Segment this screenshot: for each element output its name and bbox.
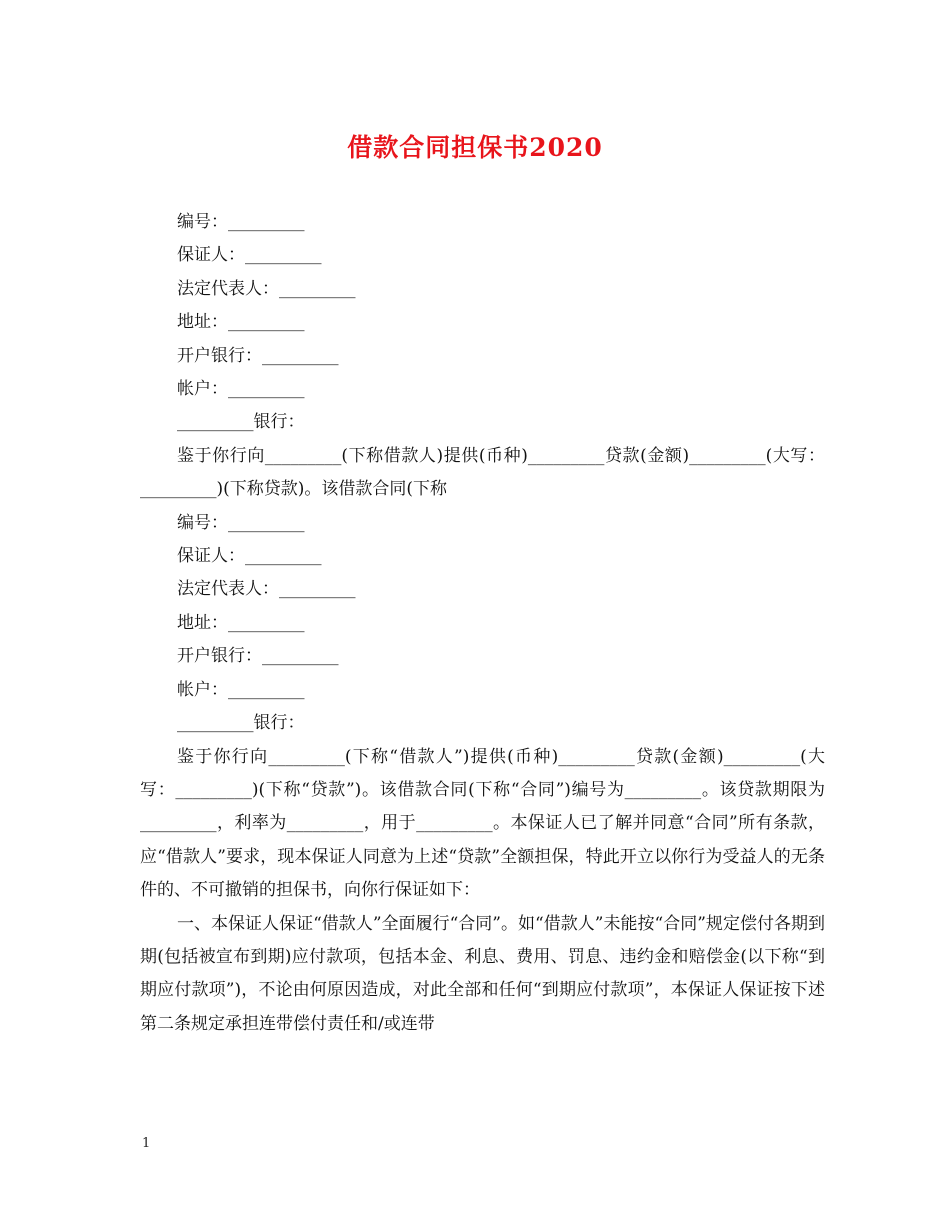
field-guarantor: 保证人：_________	[177, 546, 322, 567]
field-account: 帐户：_________	[177, 379, 305, 400]
paragraph-intro-1: 鉴于你行向_________(下称借款人)提供(币种)_________贷款(金额)_________(大写：_________)(下称贷款)。该借款合同(下称	[140, 445, 825, 500]
field-guarantor: 保证人：_________	[177, 245, 322, 266]
paragraph-clause-1: 一、本保证人保证“借款人”全面履行“合同”。如“借款人”未能按“合同”规定偿付各期到期(包括被宣布到期)应付款项，包括本金、利息、费用、罚息、违约金和赔偿金(以下称“到期应付款项”)，不论由何原因造成，对此全部和任何“到期应付款项”，本保证人保证按下述第二条规定承担连带偿付责任和/或连带	[140, 913, 825, 1034]
field-bank-recipient: _________银行：	[177, 412, 305, 433]
document-title: 借款合同担保书2020	[347, 133, 603, 162]
field-number: 编号：_________	[177, 212, 305, 232]
field-account: 帐户：_________	[177, 679, 305, 700]
field-legal-representative: 法定代表人：_________	[177, 579, 356, 600]
header-block-2	[140, 507, 825, 741]
header-block-1	[140, 206, 825, 440]
field-address: 地址：_________	[177, 612, 305, 633]
page-number: 1	[142, 1136, 151, 1151]
field-bank-recipient: _________银行：	[177, 713, 305, 734]
field-address: 地址：_________	[177, 312, 305, 333]
field-legal-representative: 法定代表人：_________	[177, 278, 356, 299]
paragraph-intro-2: 鉴于你行向_________(下称“借款人”)提供(币种)_________贷款(金额)_________(大写：_________)(下称“贷款”)。该借款合同(下称“合同”)编号为_________。该贷款期限为_________，利率为_________，用于_________。本保证人已了解并同意“合同”所有条款，应“借款人”要求，现本保证人同意为上述“贷款”全额担保，特此开立以你行为受益人的无条件的、不可撤销的担保书，向你行保证如下：	[140, 746, 825, 901]
field-bank: 开户银行：_________	[177, 345, 339, 366]
document-body	[140, 206, 825, 1041]
field-number: 编号：_________	[177, 512, 305, 533]
field-bank: 开户银行：_________	[177, 646, 339, 667]
